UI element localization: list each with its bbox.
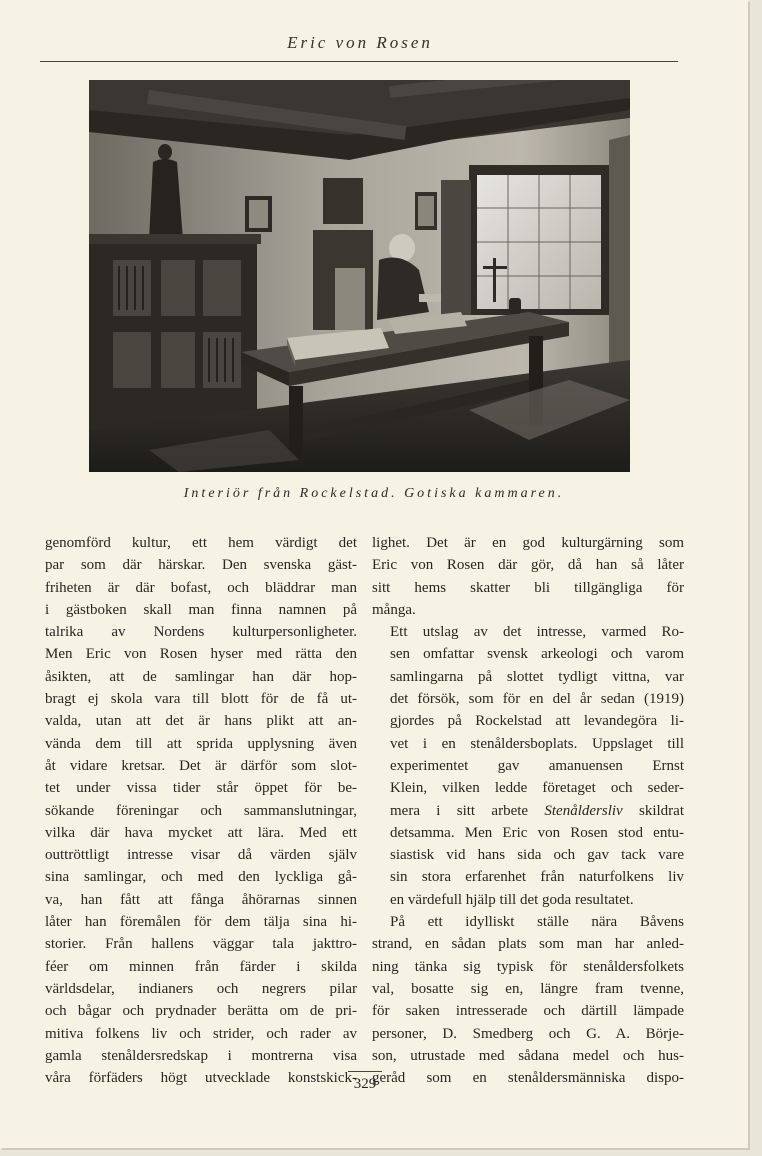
text-line: och bågar och prydnader berätta om de pri- xyxy=(45,1003,357,1020)
text-line: va, han fått att fånga åhörarnas sinnen xyxy=(45,891,357,908)
running-head: Eric von Rosen xyxy=(287,33,433,52)
text-line-with-title xyxy=(372,800,684,822)
text-line: gamla stenåldersredskap i montrerna visa xyxy=(45,1047,357,1064)
text-line: det försök, som för en del år sedan (1919) xyxy=(390,691,684,708)
text-fragment: skildrat xyxy=(622,802,685,819)
page-number: 329 xyxy=(353,1076,377,1092)
text-line: sitt hems skatter bli tillgängliga för xyxy=(372,579,684,596)
text-line: en värdefull hjälp till det goda resultatet. xyxy=(390,891,634,908)
text-line: geråd som en stenåldersmänniska dispo- xyxy=(372,1070,684,1087)
text-line: talrika av Nordens kulturpersonligheter. xyxy=(45,624,357,641)
text-line: Eric von Rosen där gör, då han så låter xyxy=(372,557,684,574)
text-line: vända dem till att sprida upplysning även xyxy=(45,735,357,752)
text-line: i gästboken skall man finna namnen på xyxy=(45,601,357,618)
book-title: Stenåldersliv xyxy=(544,802,623,819)
text-line: valda, utan att det är hans plikt att an- xyxy=(45,713,357,730)
interior-photograph xyxy=(89,80,630,472)
text-line: siastisk vid hans sida och gav tack vare xyxy=(390,847,684,864)
text-line: Klein, vilken ledde företaget och seder- xyxy=(390,780,684,797)
figure-caption: Interiör från Rockelstad. Gotiska kammaren. xyxy=(183,486,565,501)
text-line: val, bosatte sig en, längre fram tvenne, xyxy=(372,980,684,997)
text-line: många. xyxy=(372,601,416,618)
folio-rule xyxy=(348,1071,382,1072)
text-line: son, utrustade med sådana medel och hus- xyxy=(372,1047,684,1064)
text-line: strand, en sådan plats som man har anled- xyxy=(372,936,684,953)
text-line: personer, D. Smedberg och G. A. Börje- xyxy=(372,1025,684,1042)
text-line: låter han föremålen för dem tälja sina hi- xyxy=(45,914,357,931)
text-line: tet under vissa tider står öppet för be- xyxy=(45,780,357,797)
text-line: åt vidare kretsar. Det är därför som slot- xyxy=(45,757,357,774)
text-line: detsamma. Men Eric von Rosen stod entu- xyxy=(390,824,684,841)
text-line: lighet. Det är en god kulturgärning som xyxy=(372,535,684,551)
right-paragraph-3 xyxy=(372,911,684,1089)
text-line: Ett utslag av det intresse, varmed Ro- xyxy=(390,624,684,641)
text-line: gjordes på Rockelstad att levandegöra li- xyxy=(390,713,684,730)
text-line: för saken intresserade och därtill lämpade xyxy=(372,1003,684,1020)
text-line: sina samlingar, och med den lyckliga gå- xyxy=(45,869,357,886)
text-line: storier. Från hallens väggar tala jakttro- xyxy=(45,936,357,953)
text-fragment: mera i sitt arbete xyxy=(390,802,529,819)
text-column-right xyxy=(372,532,684,1089)
right-paragraph-2 xyxy=(372,621,684,911)
text-line: världsdelar, indianers och negrers pilar xyxy=(45,980,357,997)
text-line: experimentet gav amanuensen Ernst xyxy=(390,757,684,774)
text-line: friheten är där bofast, och bläddrar man xyxy=(45,579,357,596)
text-line: ning tänka sig typisk för stenåldersfolkets xyxy=(372,958,684,975)
text-line: outtröttligt intresse visar då värden själv xyxy=(45,847,357,864)
text-line: sin stora erfarenhet från naturfolkens liv xyxy=(390,869,684,886)
text-line: genomförd kultur, ett hem värdigt det xyxy=(45,535,357,551)
text-column-left xyxy=(45,532,357,1089)
text-line: bragt ej skola vara till blott för de få ut- xyxy=(45,691,357,708)
text-line: sökande föreningar och sammanslutningar, xyxy=(45,802,357,819)
text-line: par som där härskar. Den svenska gäst- xyxy=(45,557,357,574)
header-rule xyxy=(40,61,678,62)
text-line: åsikten, att de samlingar han där hop- xyxy=(45,668,357,685)
text-line: féer om minnen från färder i skilda xyxy=(45,958,357,975)
left-paragraph xyxy=(45,532,357,1089)
text-line: samlingarna på slottet tydligt vittna, var xyxy=(390,668,684,685)
right-paragraph-1 xyxy=(372,532,684,621)
text-line: vet i en stenåldersboplats. Uppslaget till xyxy=(390,735,684,752)
text-line: våra förfäders högt utvecklade konstskick- xyxy=(45,1070,357,1087)
text-line: sen omfattar svensk arkeologi och varom xyxy=(390,646,684,663)
text-line: På ett idylliskt ställe nära Båvens xyxy=(390,914,684,931)
text-line: Men Eric von Rosen hyser med rätta den xyxy=(45,646,357,663)
text-line: mitiva folkens liv och strider, och rader av xyxy=(45,1025,357,1042)
text-line: vilka där hava mycket att lära. Med ett xyxy=(45,824,357,841)
